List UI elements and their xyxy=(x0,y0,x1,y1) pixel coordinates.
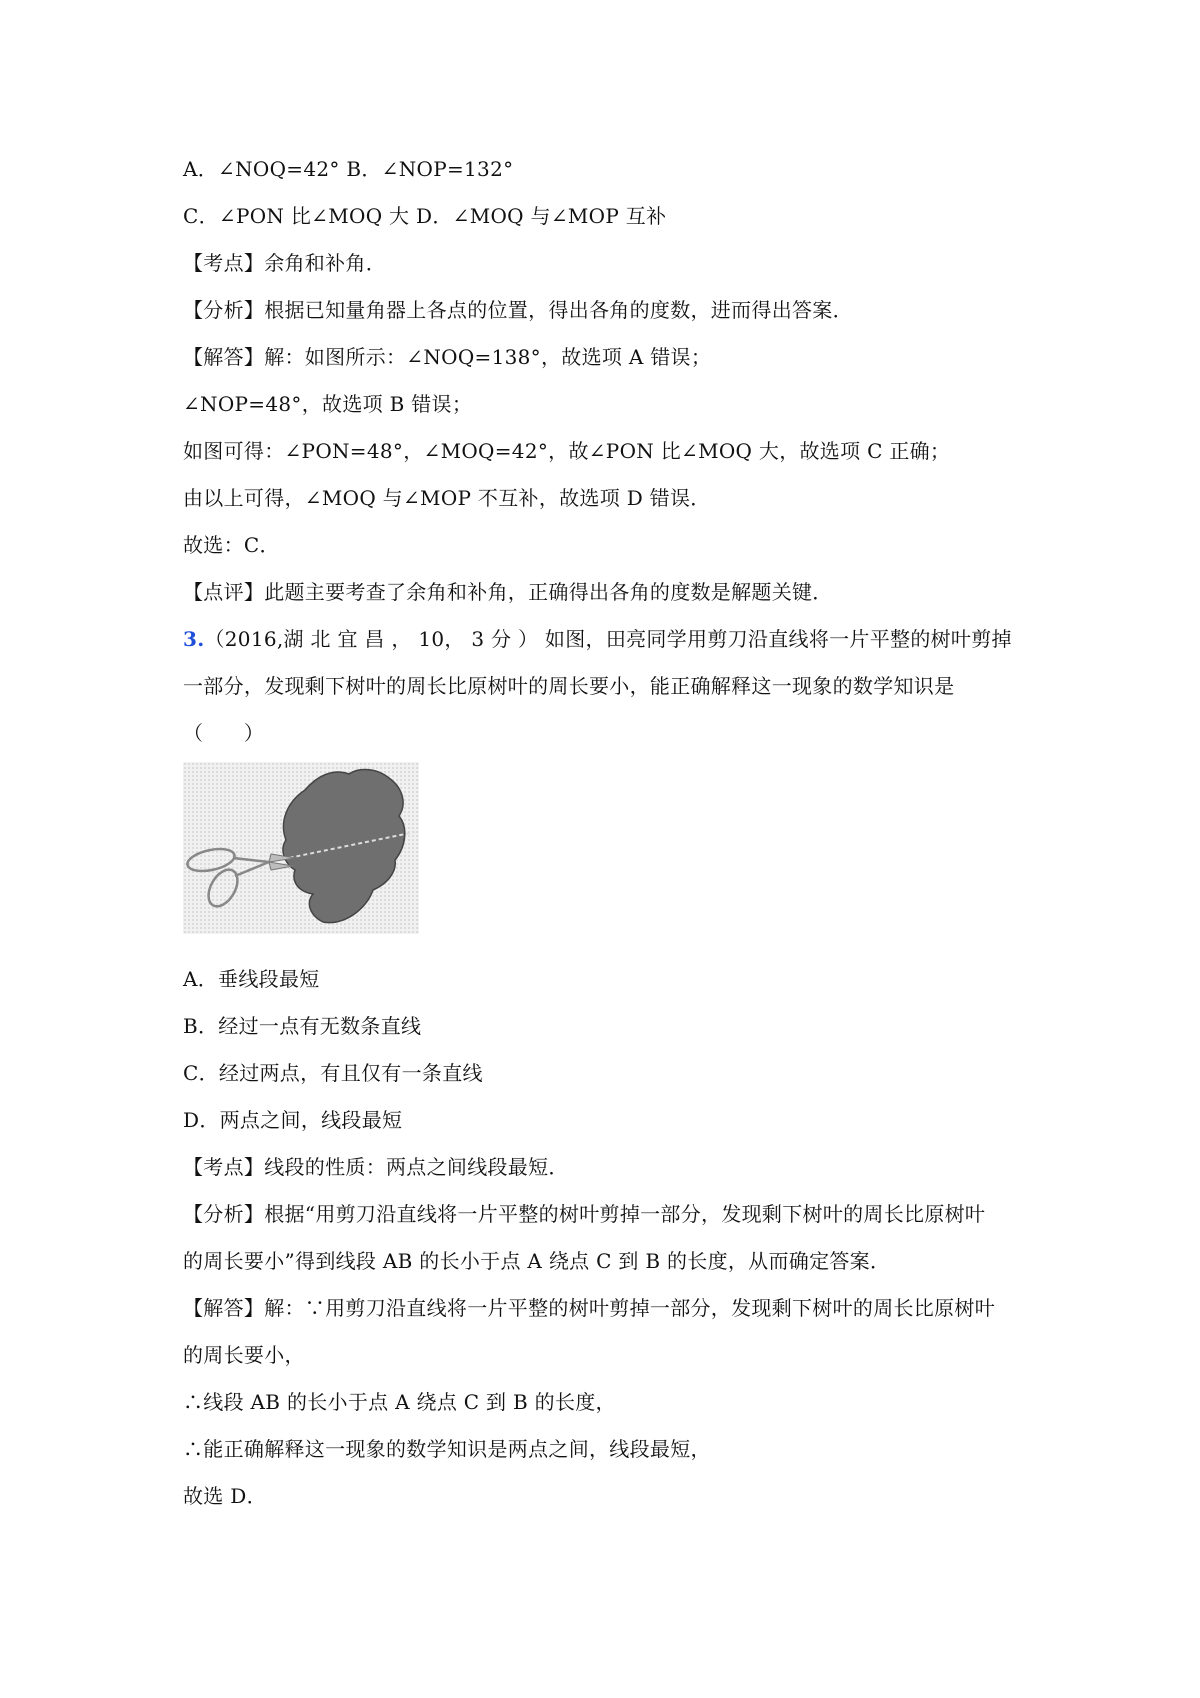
leaf-scissors-icon xyxy=(183,762,419,934)
option-d: D．两点之间，线段最短 xyxy=(183,1108,403,1132)
option-c: C．经过两点，有且仅有一条直线 xyxy=(183,1061,483,1085)
option-a: A．垂线段最短 xyxy=(183,967,320,991)
prev-options-ab: A．∠NOQ=42° B．∠NOP=132° xyxy=(183,157,514,181)
prev-fenxi: 【分析】根据已知量角器上各点的位置，得出各角的度数，进而得出答案． xyxy=(183,298,853,322)
prev-jieda-line: 故选：C． xyxy=(183,533,280,557)
q3-jieda-line: ∴能正确解释这一现象的数学知识是两点之间，线段最短， xyxy=(183,1437,711,1461)
prev-dianping: 【点评】此题主要考查了余角和补角，正确得出各角的度数是解题关键． xyxy=(183,580,833,604)
q3-fenxi-line2: 的周长要小”得到线段 AB 的长小于点 A 绕点 C 到 B 的长度，从而确定答案． xyxy=(183,1249,891,1273)
q3-fenxi-line1: 【分析】根据“用剪刀沿直线将一片平整的树叶剪掉一部分，发现剩下树叶的周长比原树叶 xyxy=(183,1202,986,1226)
q3-kaodian: 【考点】线段的性质：两点之间线段最短． xyxy=(183,1155,569,1179)
prev-jieda-line: 【解答】解：如图所示：∠NOQ=138°，故选项 A 错误； xyxy=(183,345,712,369)
prev-jieda-line: 由以上可得，∠MOQ 与∠MOP 不互补，故选项 D 错误． xyxy=(183,486,711,510)
question-3-blank: （ ） xyxy=(183,721,265,745)
leaf-shape xyxy=(283,769,405,922)
option-b: B．经过一点有无数条直线 xyxy=(183,1014,422,1038)
q3-jieda-line: ∴线段 AB 的长小于点 A 绕点 C 到 B 的长度， xyxy=(183,1390,616,1414)
leaf-scissors-figure xyxy=(183,762,419,934)
q3-jieda-line: 的周长要小， xyxy=(183,1343,305,1367)
q3-jieda-line: 【解答】解：∵用剪刀沿直线将一片平整的树叶剪掉一部分，发现剩下树叶的周长比原树叶 xyxy=(183,1296,995,1320)
question-3-stem xyxy=(183,624,1063,654)
prev-options-cd: C．∠PON 比∠MOQ 大 D．∠MOQ 与∠MOP 互补 xyxy=(183,204,667,228)
prev-kaodian: 【考点】余角和补角． xyxy=(183,251,386,275)
question-number: 3. xyxy=(183,627,205,651)
scissors-arm xyxy=(233,858,269,876)
question-3-stem-line1: （2016,湖 北 宜 昌 ， 10， 3 分 ） 如图，田亮同学用剪刀沿直线将一片平整的树叶剪掉 xyxy=(204,627,1012,651)
q3-jieda-line: 故选 D． xyxy=(183,1484,267,1508)
prev-jieda-line: ∠NOP=48°，故选项 B 错误； xyxy=(183,392,473,416)
question-3-stem-line2: 一部分，发现剩下树叶的周长比原树叶的周长要小，能正确解释这一现象的数学知识是 xyxy=(183,674,955,698)
prev-jieda-line: 如图可得：∠PON=48°，∠MOQ=42°，故∠PON 比∠MOQ 大，故选项 C 正确； xyxy=(183,439,951,463)
